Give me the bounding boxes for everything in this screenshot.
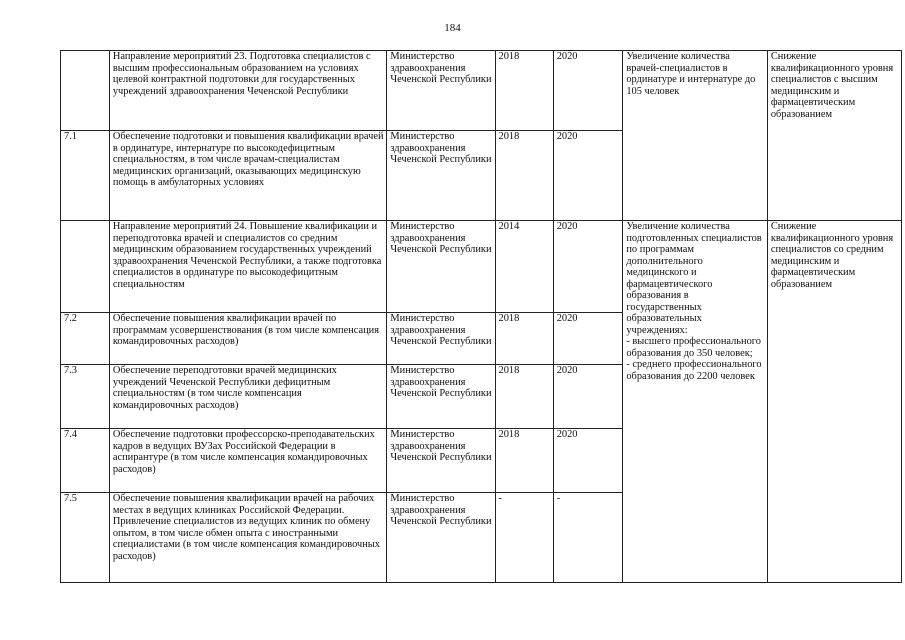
measure-text: Обеспечение подготовки и повышения квалификации врачей в ординатуре, интернатуре по высокодефицитным специальностям, в том числе врачам-специалистам медицинских организаций, оказывающих медицинскую помощь в амбулаторных условиях bbox=[109, 131, 387, 221]
end-year: 2020 bbox=[553, 221, 623, 313]
start-year: 2018 bbox=[495, 313, 553, 365]
measure-text: Направление мероприятий 23. Подготовка специалистов с высшим профессиональным образованием на условиях целевой контрактной подготовки для государственных учреждений здравоохранения Чеченской Республики bbox=[109, 51, 387, 131]
executor: Министерство здравоохранения Чеченской Республики bbox=[387, 131, 495, 221]
risk-of-non-implementation: Снижение квалификационного уровня специалистов со средним медицинским и фармацевтическим образованием bbox=[767, 221, 901, 583]
table-row bbox=[61, 51, 902, 131]
measure-text: Обеспечение повышения квалификации врачей по программам усовершенствования (в том числе компенсация командировочных расходов) bbox=[109, 313, 387, 365]
executor: Министерство здравоохранения Чеченской Республики bbox=[387, 221, 495, 313]
end-year: 2020 bbox=[553, 429, 623, 493]
end-year: 2020 bbox=[553, 313, 623, 365]
end-year: 2020 bbox=[553, 365, 623, 429]
start-year: 2018 bbox=[495, 429, 553, 493]
row-number bbox=[61, 221, 110, 313]
row-number: 7.5 bbox=[61, 493, 110, 583]
table-row bbox=[61, 221, 902, 313]
row-number: 7.3 bbox=[61, 365, 110, 429]
executor: Министерство здравоохранения Чеченской Республики bbox=[387, 493, 495, 583]
start-year: - bbox=[495, 493, 553, 583]
row-number: 7.4 bbox=[61, 429, 110, 493]
row-number bbox=[61, 51, 110, 131]
row-number: 7.2 bbox=[61, 313, 110, 365]
start-year: 2018 bbox=[495, 51, 553, 131]
executor: Министерство здравоохранения Чеченской Республики bbox=[387, 313, 495, 365]
start-year: 2018 bbox=[495, 131, 553, 221]
executor: Министерство здравоохранения Чеченской Республики bbox=[387, 51, 495, 131]
end-year: 2020 bbox=[553, 51, 623, 131]
end-year: 2020 bbox=[553, 131, 623, 221]
row-number: 7.1 bbox=[61, 131, 110, 221]
executor: Министерство здравоохранения Чеченской Республики bbox=[387, 365, 495, 429]
expected-result: Увеличение количества врачей-специалистов в ординатуре и интернатуре до 105 человек bbox=[623, 51, 767, 221]
measure-text: Обеспечение повышения квалификации врачей на рабочих местах в ведущих клиниках Российской Федерации. Привлечение специалистов из ведущих клиник по обмену опытом, в том числе обмен опыта с иностранными специалистами (в том числе компенсация командировочных расходов) bbox=[109, 493, 387, 583]
expected-result: Увеличение количества подготовленных специалистов по программам дополнительного медицинского и фармацевтического образования в государственных образовательных учреждениях: - высшего профессионального образования до 350 человек; - среднего профессионального образования до 2200 человек bbox=[623, 221, 767, 583]
measures-table bbox=[60, 50, 902, 583]
page-number: 184 bbox=[444, 22, 461, 34]
risk-of-non-implementation: Снижение квалификационного уровня специалистов с высшим медицинским и фармацевтическим образованием bbox=[767, 51, 901, 221]
executor: Министерство здравоохранения Чеченской Республики bbox=[387, 429, 495, 493]
start-year: 2018 bbox=[495, 365, 553, 429]
start-year: 2014 bbox=[495, 221, 553, 313]
measure-text: Обеспечение переподготовки врачей медицинских учреждений Чеченской Республики дефицитным специальностям (в том числе компенсация командировочных расходов) bbox=[109, 365, 387, 429]
measure-text: Обеспечение подготовки профессорско-преподавательских кадров в ведущих ВУЗах Российской Федерации в аспирантуре (в том числе компенсация командировочных расходов) bbox=[109, 429, 387, 493]
measure-text: Направление мероприятий 24. Повышение квалификации и переподготовка врачей и специалистов со средним медицинским образованием государственных учреждений здравоохранения Чеченской Республики, а также подготовка специалистов в ординатуре по высокодефицитным специальностям bbox=[109, 221, 387, 313]
end-year: - bbox=[553, 493, 623, 583]
